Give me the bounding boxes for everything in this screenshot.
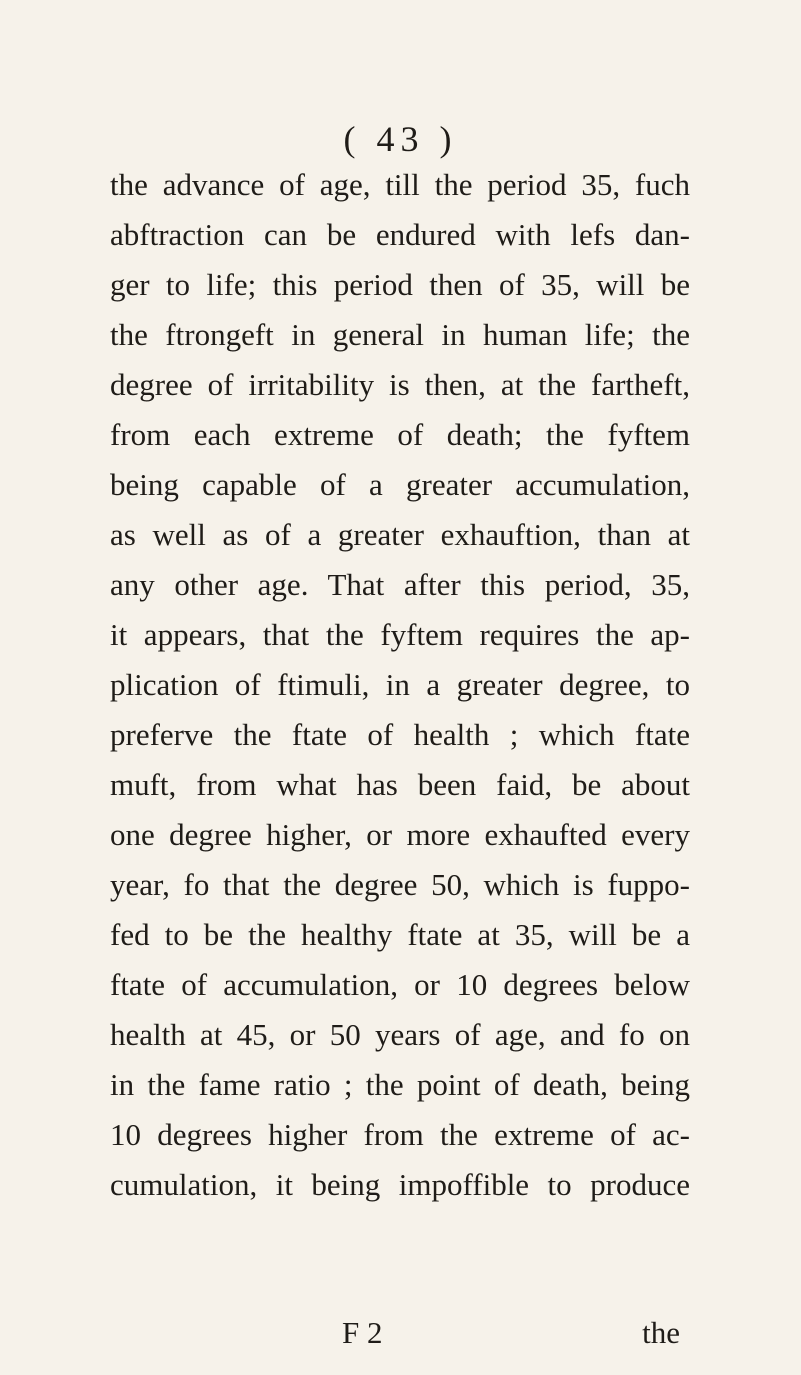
text-line: health at 45, or 50 years of age, and fo on bbox=[110, 1017, 690, 1052]
page-footer bbox=[110, 1315, 690, 1355]
page-number: ( 43 ) bbox=[343, 119, 458, 159]
text-line: fed to be the healthy ftate at 35, will be a bbox=[110, 917, 690, 952]
text-line: plication of ftimuli, in a greater degree, to bbox=[110, 667, 690, 702]
body-text bbox=[110, 160, 690, 1210]
text-line: muft, from what has been faid, be about bbox=[110, 767, 690, 802]
text-line: preferve the ftate of health ; which ftate bbox=[110, 717, 690, 752]
text-line: 10 degrees higher from the extreme of ac- bbox=[110, 1117, 690, 1152]
signature-mark: F 2 bbox=[342, 1315, 383, 1350]
text-line: abftraction can be endured with lefs dan- bbox=[110, 217, 690, 252]
text-line: ftate of accumulation, or 10 degrees below bbox=[110, 967, 690, 1002]
text-line: the advance of age, till the period 35, fuch bbox=[110, 167, 690, 202]
catchword: the bbox=[642, 1315, 680, 1350]
text-line: cumulation, it being impoffible to produce bbox=[110, 1167, 690, 1202]
text-line: one degree higher, or more exhaufted every bbox=[110, 817, 690, 852]
text-line: ger to life; this period then of 35, will be bbox=[110, 267, 690, 302]
text-line: year, fo that the degree 50, which is fuppo- bbox=[110, 867, 690, 902]
text-line: the ftrongeft in general in human life; the bbox=[110, 317, 690, 352]
text-line: in the fame ratio ; the point of death, being bbox=[110, 1067, 690, 1102]
text-line: any other age. That after this period, 35, bbox=[110, 567, 690, 602]
text-line: being capable of a greater accumulation, bbox=[110, 467, 690, 502]
text-line: degree of irritability is then, at the fartheft, bbox=[110, 367, 690, 402]
text-line: it appears, that the fyftem requires the ap- bbox=[110, 617, 690, 652]
text-line: from each extreme of death; the fyftem bbox=[110, 417, 690, 452]
text-line: as well as of a greater exhauftion, than at bbox=[110, 517, 690, 552]
